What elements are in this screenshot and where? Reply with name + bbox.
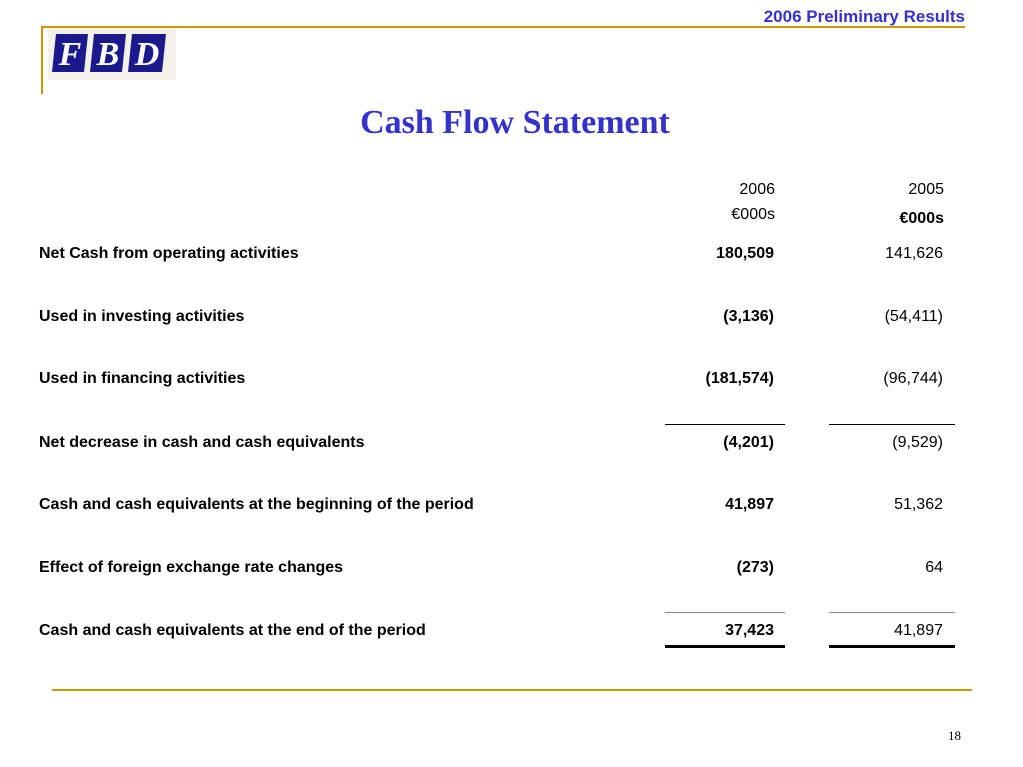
row-label-investing: Used in investing activities [39, 308, 245, 325]
svg-text:F: F [58, 36, 82, 73]
value-2006-operating: 180,509 [716, 245, 774, 262]
fbd-logo [48, 28, 176, 80]
header-left-rule [41, 26, 43, 94]
value-2006-fx-effect: (273) [736, 559, 774, 576]
row-label-beginning-period: Cash and cash equivalents at the beginning of the period [39, 496, 474, 513]
value-2005-beginning-period: 51,362 [894, 496, 943, 513]
total-top-rule-2005 [829, 612, 955, 613]
footer-rule [52, 689, 972, 691]
value-2005-end-period: 41,897 [894, 622, 943, 639]
column-header-2005-year: 2005 [908, 181, 944, 198]
row-label-net-decrease: Net decrease in cash and cash equivalents [39, 434, 365, 451]
subtotal-rule-2005 [829, 424, 955, 425]
slide-title: Cash Flow Statement [360, 104, 670, 141]
value-2005-fx-effect: 64 [925, 559, 943, 576]
value-2006-financing: (181,574) [705, 370, 774, 387]
value-2006-investing: (3,136) [723, 308, 774, 325]
column-header-2005-unit: €000s [899, 210, 944, 227]
row-label-fx-effect: Effect of foreign exchange rate changes [39, 559, 344, 576]
value-2005-net-decrease: (9,529) [892, 434, 943, 451]
total-bottom-rule-2006 [665, 645, 785, 648]
subtotal-rule-2006 [665, 424, 785, 425]
value-2005-operating: 141,626 [885, 245, 943, 262]
value-2006-end-period: 37,423 [725, 622, 774, 639]
value-2006-beginning-period: 41,897 [725, 496, 774, 513]
page-number: 18 [948, 728, 961, 743]
header-title: 2006 Preliminary Results [763, 7, 965, 26]
total-top-rule-2006 [665, 612, 785, 613]
row-label-financing: Used in financing activities [39, 370, 246, 387]
row-label-end-period: Cash and cash equivalents at the end of the period [39, 622, 426, 639]
svg-text:D: D [134, 36, 160, 73]
value-2005-financing: (96,744) [883, 370, 943, 387]
value-2006-net-decrease: (4,201) [723, 434, 774, 451]
total-bottom-rule-2005 [829, 645, 955, 648]
value-2005-investing: (54,411) [884, 308, 943, 325]
header-top-rule [41, 26, 965, 28]
fbd-logo-letters [52, 34, 166, 73]
column-header-2006-unit: €000s [731, 206, 775, 223]
svg-text:B: B [96, 36, 120, 73]
column-header-2006-year: 2006 [739, 181, 775, 198]
row-label-operating: Net Cash from operating activities [39, 245, 299, 262]
